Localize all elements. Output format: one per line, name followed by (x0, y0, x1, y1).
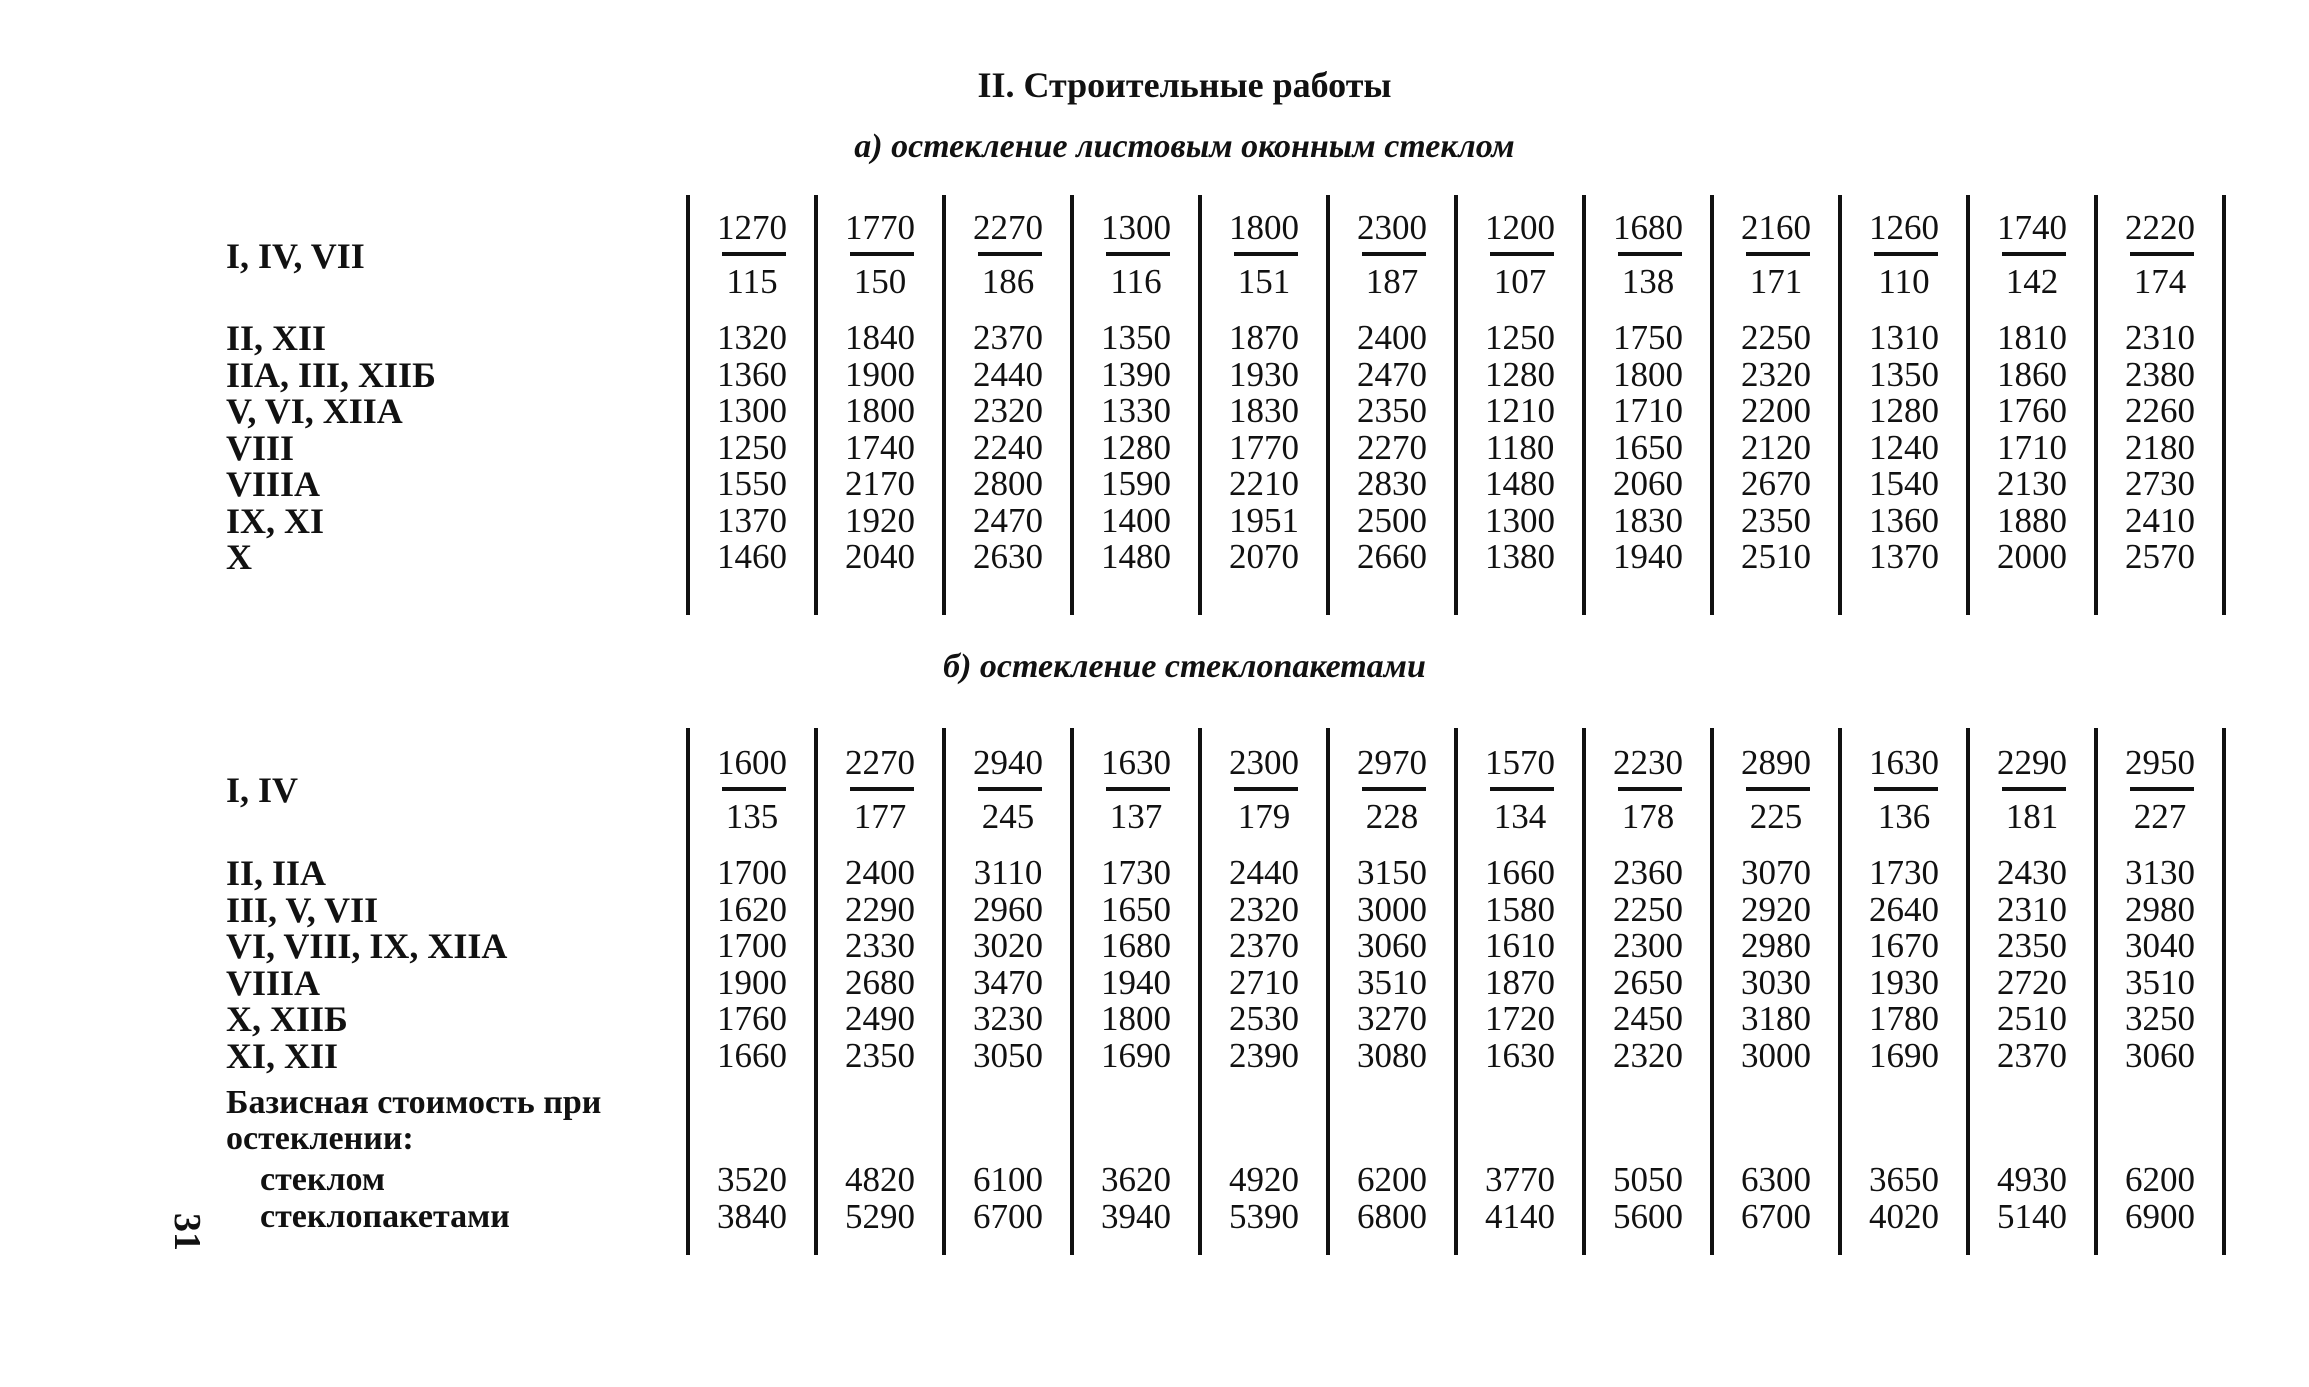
table-cell: 2370 (1997, 1035, 2067, 1075)
table-cell: 2370 (1229, 926, 1299, 965)
fraction-numerator: 2160 (1741, 208, 1811, 247)
table-cell: 2390 (1229, 1035, 1299, 1075)
fraction-bar (2130, 787, 2194, 791)
fraction-bar (2130, 252, 2194, 256)
table-cell: 1350 (1869, 354, 1939, 394)
fraction-denominator: 151 (1237, 262, 1291, 301)
table-cell: 3510 (2125, 962, 2195, 1002)
table-cell: 6200 (1357, 1160, 1427, 1199)
table-cell: 3770 (1485, 1160, 1555, 1199)
fraction-numerator: 2290 (1997, 743, 2067, 782)
fraction-bar (1618, 787, 1682, 791)
row-label: VIIIA (226, 464, 321, 504)
table-cell: 2800 (973, 464, 1043, 503)
table-cell: 2320 (1613, 1035, 1683, 1075)
base-cost-label: остеклении: (226, 1120, 414, 1157)
table-cell: 2370 (973, 318, 1043, 357)
table-cell: 2440 (973, 354, 1043, 394)
fraction-bar (1234, 787, 1298, 791)
table-cell: 2430 (1997, 853, 2067, 892)
table-cell: 2730 (2125, 464, 2195, 503)
fraction-numerator: 2970 (1357, 743, 1427, 782)
fraction-denominator: 171 (1749, 262, 1803, 301)
table-cell: 1580 (1485, 889, 1555, 929)
table-cell: 1480 (1485, 464, 1555, 503)
table-cell: 1930 (1869, 962, 1939, 1002)
fraction-bar (850, 787, 914, 791)
table-cell: 1880 (1997, 500, 2067, 540)
fraction-denominator: 135 (725, 797, 779, 836)
table-cell: 2440 (1229, 853, 1299, 892)
table-cell: 2350 (1357, 391, 1427, 430)
table-cell: 1730 (1101, 853, 1171, 892)
table-cell: 1710 (1613, 391, 1683, 430)
table-cell: 1360 (717, 354, 787, 394)
table-cell: 2170 (845, 464, 915, 503)
table-cell: 2400 (1357, 318, 1427, 357)
row-label: VIIIA (226, 962, 321, 1003)
table-cell: 3020 (973, 926, 1043, 965)
table-cell: 2830 (1357, 464, 1427, 503)
table-cell: 3180 (1741, 999, 1811, 1038)
fraction-denominator: 181 (2005, 797, 2059, 836)
table-cell: 2120 (1741, 427, 1811, 467)
table-cell: 1680 (1101, 926, 1171, 965)
table-cell: 2500 (1357, 500, 1427, 540)
fraction-numerator: 2230 (1613, 743, 1683, 782)
fraction-bar (850, 252, 914, 256)
fraction-denominator: 225 (1749, 797, 1803, 836)
fraction-numerator: 1300 (1101, 208, 1171, 247)
table-cell: 6100 (973, 1160, 1043, 1199)
table-cell: 2920 (1741, 889, 1811, 929)
table-cell: 3080 (1357, 1035, 1427, 1075)
table-cell: 2250 (1741, 318, 1811, 357)
table-cell: 1210 (1485, 391, 1555, 430)
table-cell: 2510 (1741, 537, 1811, 576)
table-cell: 1700 (717, 853, 787, 892)
fraction-bar (1234, 252, 1298, 256)
table-cell: 1690 (1101, 1035, 1171, 1075)
table-cell: 1460 (717, 537, 787, 576)
table-cell: 1630 (1485, 1035, 1555, 1075)
table-cell: 2670 (1741, 464, 1811, 503)
row-label: XI, XII (226, 1035, 339, 1076)
table-cell: 2320 (1229, 889, 1299, 929)
fraction-bar (1106, 787, 1170, 791)
fraction-bar (2002, 252, 2066, 256)
fraction-bar (1362, 787, 1426, 791)
fraction-numerator: 1680 (1613, 208, 1683, 247)
fraction-numerator: 1200 (1485, 208, 1555, 247)
table-cell: 1390 (1101, 354, 1171, 394)
fraction-bar (2002, 787, 2066, 791)
fraction-numerator: 2300 (1229, 743, 1299, 782)
table-cell: 3840 (717, 1196, 787, 1236)
table-cell: 4930 (1997, 1160, 2067, 1199)
table-cell: 2310 (1997, 889, 2067, 929)
table-cell: 1700 (717, 926, 787, 965)
table-cell: 5290 (845, 1196, 915, 1236)
table-cell: 3070 (1741, 853, 1811, 892)
fraction-numerator: 1800 (1229, 208, 1299, 247)
row-label: II, IIA (226, 853, 327, 893)
table-cell: 2980 (1741, 926, 1811, 965)
table-cell: 2570 (2125, 537, 2195, 576)
fraction-denominator: 228 (1365, 797, 1419, 836)
table-cell: 1800 (845, 391, 915, 430)
table-cell: 3110 (973, 853, 1043, 892)
table-cell: 1840 (845, 318, 915, 357)
table-cell: 6300 (1741, 1160, 1811, 1199)
fraction-bar (978, 787, 1042, 791)
fraction-numerator: 2940 (973, 743, 1043, 782)
table-cell: 3520 (717, 1160, 787, 1199)
table-cell: 2360 (1613, 853, 1683, 892)
fraction-numerator: 2270 (973, 208, 1043, 247)
table-cell: 1930 (1229, 354, 1299, 394)
table-cell: 1300 (1485, 500, 1555, 540)
table-cell: 1800 (1613, 354, 1683, 394)
row-label: I, IV, VII (226, 236, 365, 276)
table-cell: 5390 (1229, 1196, 1299, 1236)
table-cell: 2410 (2125, 500, 2195, 540)
table-cell: 1280 (1485, 354, 1555, 394)
table-cell: 5600 (1613, 1196, 1683, 1236)
table-cell: 1670 (1869, 926, 1939, 965)
fraction-bar (978, 252, 1042, 256)
page-number: 31 (166, 1213, 208, 1251)
fraction-numerator: 1770 (845, 208, 915, 247)
table-cell: 1250 (717, 427, 787, 467)
row-label: I, IV (226, 770, 299, 810)
table-cell: 2350 (1997, 926, 2067, 965)
table-cell: 1250 (1485, 318, 1555, 357)
table-cell: 4820 (845, 1160, 915, 1199)
table-cell: 5050 (1613, 1160, 1683, 1199)
fraction-numerator: 1270 (717, 208, 787, 247)
table-cell: 2320 (973, 391, 1043, 430)
table-cell: 1660 (717, 1035, 787, 1075)
table-cell: 2720 (1997, 962, 2067, 1002)
table-cell: 3040 (2125, 926, 2195, 965)
row-label: IIA, III, XIIБ (226, 354, 436, 395)
table-cell: 6700 (973, 1196, 1043, 1236)
table-cell: 1940 (1101, 962, 1171, 1002)
table-cell: 2290 (845, 889, 915, 929)
table-cell: 1730 (1869, 853, 1939, 892)
table-cell: 3060 (2125, 1035, 2195, 1075)
table-cell: 1740 (845, 427, 915, 467)
table-cell: 1760 (717, 999, 787, 1038)
table-cell: 1951 (1229, 500, 1299, 540)
section-a-subtitle: а) остекление листовым оконным стеклом (854, 128, 1515, 165)
table-cell: 3250 (2125, 999, 2195, 1038)
table-cell: 1920 (845, 500, 915, 540)
table-cell: 3230 (973, 999, 1043, 1038)
row-label: V, VI, XIIA (226, 391, 403, 431)
row-label: III, V, VII (226, 889, 379, 930)
table-cell: 3650 (1869, 1160, 1939, 1199)
table-cell: 1550 (717, 464, 787, 503)
fraction-numerator: 2220 (2125, 208, 2195, 247)
base-cost-row-label: стеклом (260, 1161, 386, 1198)
table-cell: 1330 (1101, 391, 1171, 430)
table-cell: 2040 (845, 537, 915, 576)
fraction-denominator: 116 (1110, 262, 1162, 301)
table-cell: 1350 (1101, 318, 1171, 357)
table-cell: 1710 (1997, 427, 2067, 467)
table-cell: 3620 (1101, 1160, 1171, 1199)
table-cell: 2310 (2125, 318, 2195, 357)
fraction-bar (1362, 252, 1426, 256)
table-cell: 1620 (717, 889, 787, 929)
section-b-subtitle: б) остекление стеклопакетами (943, 648, 1426, 685)
table-cell: 4020 (1869, 1196, 1939, 1236)
table-cell: 2350 (845, 1035, 915, 1075)
table-cell: 2650 (1613, 962, 1683, 1002)
table-cell: 1300 (717, 391, 787, 430)
table-cell: 1310 (1869, 318, 1939, 357)
table-cell: 1720 (1485, 999, 1555, 1038)
fraction-denominator: 115 (726, 262, 778, 301)
table-cell: 1660 (1485, 853, 1555, 892)
table-cell: 3050 (973, 1035, 1043, 1075)
table-cell: 1800 (1101, 999, 1171, 1038)
fraction-bar (722, 787, 786, 791)
table-cell: 3000 (1741, 1035, 1811, 1075)
fraction-numerator: 1740 (1997, 208, 2067, 247)
fraction-bar (1618, 252, 1682, 256)
row-label: IX, XI (226, 500, 325, 541)
fraction-denominator: 177 (853, 797, 907, 836)
table-cell: 1900 (717, 962, 787, 1002)
table-cell: 1240 (1869, 427, 1939, 467)
table-cell: 2470 (1357, 354, 1427, 394)
table-cell: 1380 (1485, 537, 1555, 576)
fraction-bar (1106, 252, 1170, 256)
fraction-bar (1490, 252, 1554, 256)
table-cell: 1540 (1869, 464, 1939, 503)
table-cell: 2400 (845, 853, 915, 892)
fraction-numerator: 2890 (1741, 743, 1811, 782)
table-cell: 1760 (1997, 391, 2067, 430)
table-cell: 3060 (1357, 926, 1427, 965)
fraction-numerator: 2950 (2125, 743, 2195, 782)
table-cell: 6700 (1741, 1196, 1811, 1236)
table-cell: 2060 (1613, 464, 1683, 503)
table-cell: 1780 (1869, 999, 1939, 1038)
table-cell: 1940 (1613, 537, 1683, 576)
table-cell: 2300 (1613, 926, 1683, 965)
fraction-denominator: 107 (1493, 262, 1547, 301)
table-cell: 2510 (1997, 999, 2067, 1038)
table-cell: 3270 (1357, 999, 1427, 1038)
fraction-bar (722, 252, 786, 256)
table-cell: 1400 (1101, 500, 1171, 540)
table-cell: 2210 (1229, 464, 1299, 503)
table-cell: 1650 (1101, 889, 1171, 929)
table-cell: 2270 (1357, 427, 1427, 467)
fraction-denominator: 174 (2133, 262, 2187, 301)
table-cell: 6800 (1357, 1196, 1427, 1236)
table-cell: 6200 (2125, 1160, 2195, 1199)
table-cell: 2660 (1357, 537, 1427, 576)
table-cell: 1750 (1613, 318, 1683, 357)
table-cell: 1870 (1485, 962, 1555, 1002)
fraction-denominator: 142 (2005, 262, 2059, 301)
table-cell: 2640 (1869, 889, 1939, 929)
table-cell: 3030 (1741, 962, 1811, 1002)
row-label: X (226, 537, 252, 577)
table-cell: 1280 (1101, 427, 1171, 467)
table-cell: 1590 (1101, 464, 1171, 503)
table-cell: 1480 (1101, 537, 1171, 576)
table-cell: 2130 (1997, 464, 2067, 503)
table-cell: 4140 (1485, 1196, 1555, 1236)
fraction-denominator: 137 (1109, 797, 1163, 836)
fraction-denominator: 138 (1621, 262, 1675, 301)
table-cell: 1370 (1869, 537, 1939, 576)
table-cell: 1320 (717, 318, 787, 357)
fraction-denominator: 150 (853, 262, 907, 301)
table-cell: 3510 (1357, 962, 1427, 1002)
table-cell: 3000 (1357, 889, 1427, 929)
table-cell: 2330 (845, 926, 915, 965)
table-cell: 2350 (1741, 500, 1811, 540)
fraction-numerator: 2270 (845, 743, 915, 782)
table-cell: 2180 (2125, 427, 2195, 467)
table-cell: 1810 (1997, 318, 2067, 357)
table-cell: 2530 (1229, 999, 1299, 1038)
table-cell: 3940 (1101, 1196, 1171, 1236)
table-cell: 6900 (2125, 1196, 2195, 1236)
table-cell: 5140 (1997, 1196, 2067, 1236)
row-label: II, XII (226, 318, 327, 358)
page-title: II. Строительные работы (977, 65, 1392, 105)
table-cell: 2260 (2125, 391, 2195, 430)
fraction-bar (1746, 787, 1810, 791)
table-cell: 2380 (2125, 354, 2195, 394)
table-cell: 1610 (1485, 926, 1555, 965)
fraction-bar (1874, 252, 1938, 256)
table-cell: 2250 (1613, 889, 1683, 929)
row-label: X, XIIБ (226, 999, 348, 1039)
table-cell: 1280 (1869, 391, 1939, 430)
fraction-denominator: 136 (1877, 797, 1931, 836)
table-cell: 1370 (717, 500, 787, 540)
fraction-denominator: 178 (1621, 797, 1675, 836)
table-cell: 1770 (1229, 427, 1299, 467)
table-cell: 2710 (1229, 962, 1299, 1002)
row-label: VI, VIII, IX, XIIA (226, 926, 508, 966)
fraction-bar (1490, 787, 1554, 791)
table-cell: 1870 (1229, 318, 1299, 357)
table-cell: 2240 (973, 427, 1043, 467)
fraction-denominator: 227 (2133, 797, 2187, 836)
table-cell: 1650 (1613, 427, 1683, 467)
table-cell: 3130 (2125, 853, 2195, 892)
table-cell: 2470 (973, 500, 1043, 540)
table-cell: 2000 (1997, 537, 2067, 576)
table-cell: 2200 (1741, 391, 1811, 430)
table-cell: 1690 (1869, 1035, 1939, 1075)
fraction-numerator: 2300 (1357, 208, 1427, 247)
table-cell: 2070 (1229, 537, 1299, 576)
table-cell: 4920 (1229, 1160, 1299, 1199)
fraction-numerator: 1630 (1869, 743, 1939, 782)
table-cell: 3470 (973, 962, 1043, 1002)
fraction-denominator: 134 (1493, 797, 1547, 836)
fraction-denominator: 179 (1237, 797, 1291, 836)
table-cell: 1900 (845, 354, 915, 394)
base-cost-label: Базисная стоимость при (226, 1084, 602, 1121)
fraction-numerator: 1260 (1869, 208, 1939, 247)
table-cell: 1830 (1229, 391, 1299, 430)
table-cell: 2680 (845, 962, 915, 1002)
table-cell: 1830 (1613, 500, 1683, 540)
fraction-bar (1746, 252, 1810, 256)
table-cell: 1860 (1997, 354, 2067, 394)
fraction-bar (1874, 787, 1938, 791)
base-cost-row-label: стеклопакетами (260, 1197, 510, 1235)
fraction-denominator: 110 (1878, 262, 1930, 301)
fraction-denominator: 245 (981, 797, 1035, 836)
table-cell: 2980 (2125, 889, 2195, 929)
table-cell: 1180 (1485, 427, 1555, 467)
fraction-denominator: 186 (981, 262, 1035, 301)
row-label: VIII (226, 427, 295, 468)
fraction-numerator: 1600 (717, 743, 787, 782)
table-cell: 1360 (1869, 500, 1939, 540)
table-cell: 2630 (973, 537, 1043, 576)
fraction-numerator: 1570 (1485, 743, 1555, 782)
table-cell: 2320 (1741, 354, 1811, 394)
table-cell: 2450 (1613, 999, 1683, 1038)
table-cell: 2960 (973, 889, 1043, 929)
fraction-denominator: 187 (1365, 262, 1419, 301)
table-cell: 2490 (845, 999, 915, 1038)
fraction-numerator: 1630 (1101, 743, 1171, 782)
table-cell: 3150 (1357, 853, 1427, 892)
